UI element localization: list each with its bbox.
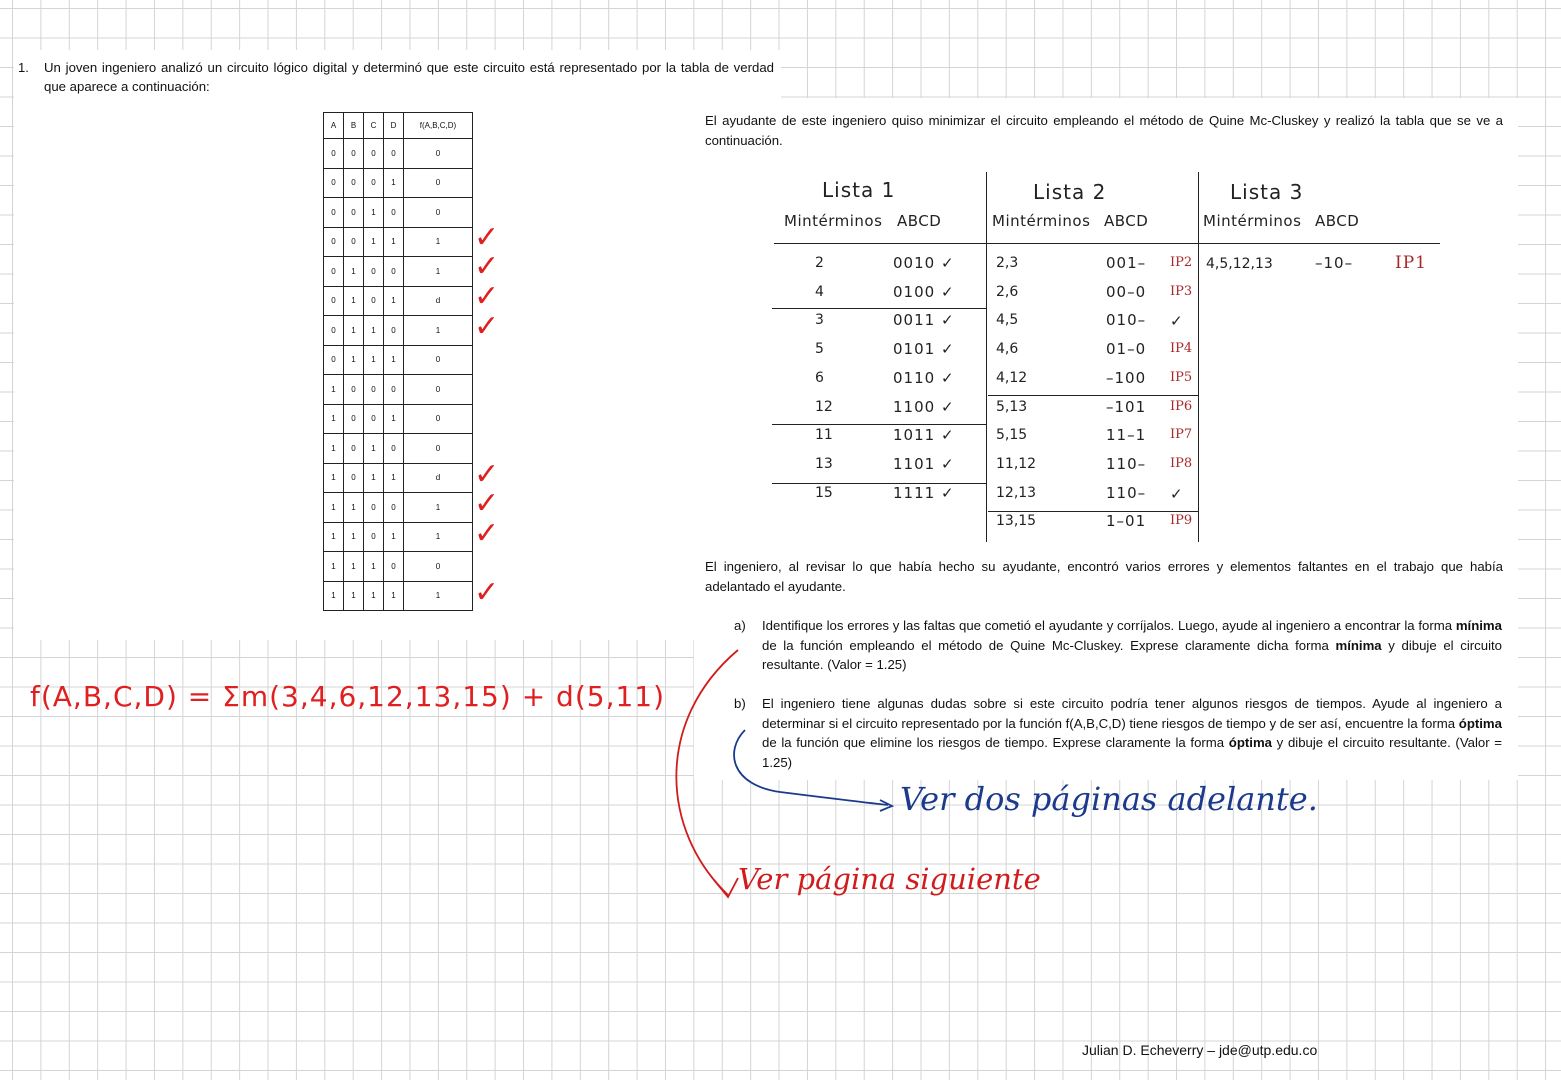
truth-table-header-cell: D	[384, 113, 404, 139]
truth-table-cell: 0	[324, 168, 344, 198]
truth-table-header-cell: f(A,B,C,D)	[404, 113, 473, 139]
lista2-minterm: 4,5	[996, 312, 1019, 329]
question-b-label: b)	[734, 696, 746, 711]
lista3-minterm-header: Mintérminos	[1203, 212, 1302, 230]
lista2-mark: IP2	[1170, 255, 1193, 270]
problem-number: 1.	[18, 60, 29, 75]
truth-table-cell: 0	[324, 198, 344, 228]
truth-table-cell: 0	[344, 198, 364, 228]
truth-table-cell: d	[404, 463, 473, 493]
truth-table-cell: 1	[404, 227, 473, 257]
truth-table-cell: 0	[364, 375, 384, 405]
truth-table-header-cell: C	[364, 113, 384, 139]
lista2-bits: –100	[1106, 368, 1147, 387]
lista1-minterm: 2	[815, 255, 824, 271]
truth-table-cell: 0	[344, 404, 364, 434]
lista2-minterm-header: Mintérminos	[992, 212, 1091, 230]
truth-table-cell: 0	[384, 316, 404, 346]
truth-table-cell: 1	[404, 581, 473, 611]
lista1-bits: 0110 ✓	[893, 368, 955, 387]
lista1-bits: 1101 ✓	[893, 454, 955, 473]
truth-table-cell: 1	[364, 463, 384, 493]
truth-table-cell: 0	[364, 522, 384, 552]
check-mark: ✓	[474, 486, 500, 522]
truth-table-cell: 1	[364, 316, 384, 346]
truth-table-cell: 1	[324, 581, 344, 611]
lista1-bits: 0010 ✓	[893, 254, 955, 272]
truth-table-cell: 1	[384, 581, 404, 611]
truth-table-cell: 1	[344, 316, 364, 346]
question-a-text: Identifique los errores y las faltas que cometió el ayudante y corríjalos. Luego, ayude al ingeniero a encontrar la forma mínima de la función empleando el método de Quine Mc-Cluskey. Exprese claramente dicha forma mínima y dibuje el circuito resultante. (Valor = 1.25)	[762, 618, 1503, 672]
truth-table-cell: 0	[324, 286, 344, 316]
lista1-bits: 0011 ✓	[893, 311, 955, 330]
footer-author: Julian D. Echeverry – jde@utp.edu.co	[1082, 1042, 1318, 1058]
question-a-label: a)	[734, 618, 746, 633]
check-mark: ✓	[474, 575, 500, 610]
truth-table-cell: 1	[384, 522, 404, 552]
lista2-minterm: 2,6	[996, 283, 1019, 300]
truth-table-cell: 1	[384, 345, 404, 375]
arrow-to-note-b	[734, 730, 888, 805]
truth-table-cell: 1	[404, 522, 473, 552]
lista2-abcd-header: ABCD	[1104, 212, 1149, 230]
check-mark: ✓	[474, 308, 500, 344]
truth-table-cell: 1	[364, 581, 384, 611]
truth-table-cell: d	[404, 286, 473, 316]
truth-table-cell: 1	[344, 345, 364, 375]
truth-table-cell: 0	[324, 227, 344, 257]
truth-table-cell: 1	[324, 375, 344, 405]
truth-table-cell: 1	[364, 227, 384, 257]
truth-table-cell: 1	[384, 463, 404, 493]
truth-table-cell: 1	[324, 522, 344, 552]
lista1-minterm: 11	[815, 427, 833, 444]
lista2-bits: 110–	[1106, 454, 1147, 473]
truth-table-cell: 0	[344, 463, 364, 493]
note-question-b: Ver dos páginas adelante.	[900, 780, 1318, 818]
truth-table-cell: 1	[344, 493, 364, 523]
truth-table-cell: 1	[404, 316, 473, 346]
lista2-bits: 010–	[1106, 311, 1147, 330]
truth-table-cell: 0	[384, 493, 404, 523]
truth-table-cell: 0	[344, 168, 364, 198]
problem-statement: Un joven ingeniero analizó un circuito lógico digital y determinó que este circuito está representado por la tabla de verdad que aparece a continuación:	[44, 60, 774, 94]
truth-table-cell: 0	[384, 552, 404, 582]
lista2-mark: ✓	[1170, 484, 1184, 503]
note-question-a: Ver página siguiente	[738, 862, 1041, 896]
truth-table-cell: 0	[404, 434, 473, 464]
truth-table-cell: 1	[404, 257, 473, 287]
truth-table-cell: 0	[384, 139, 404, 169]
truth-table-cell: 1	[384, 404, 404, 434]
lista2-minterm: 5,13	[996, 398, 1028, 415]
check-mark: ✓	[474, 515, 500, 551]
truth-table-cell: 1	[324, 463, 344, 493]
lista2-minterm: 5,15	[996, 427, 1028, 444]
arrow-to-note-a	[676, 650, 738, 895]
truth-table-cell: 0	[344, 227, 364, 257]
lista2-minterm: 4,6	[996, 341, 1019, 358]
lista3-minterm: 4,5,12,13	[1206, 256, 1273, 272]
lista2-mark: IP5	[1170, 369, 1193, 385]
truth-table-cell: 1	[344, 286, 364, 316]
truth-table-cell: 1	[324, 552, 344, 582]
lista2-bits: 110–	[1106, 483, 1147, 502]
truth-table-cell: 0	[384, 257, 404, 287]
lista2-mark: ✓	[1170, 312, 1184, 331]
check-mark: ✓	[474, 219, 500, 255]
truth-table-cell: 0	[364, 286, 384, 316]
lista2-bits: 01–0	[1106, 340, 1147, 359]
check-mark: ✓	[474, 279, 500, 314]
lista2-bits: 00–0	[1106, 282, 1147, 301]
truth-table-cell: 0	[404, 168, 473, 198]
truth-table-cell: 1	[324, 404, 344, 434]
truth-table-cell: 0	[364, 404, 384, 434]
lista1-minterm: 13	[815, 455, 833, 472]
lista1-bits: 1100 ✓	[893, 397, 955, 416]
handwritten-formula: f(A,B,C,D) = Σm(3,4,6,12,13,15) + d(5,11)	[30, 680, 666, 713]
lista1-bits: 0100 ✓	[893, 282, 955, 301]
truth-table-cell: 1	[344, 552, 364, 582]
lista2-bits: –101	[1106, 397, 1147, 416]
truth-table-cell: 0	[404, 345, 473, 375]
truth-table-cell: 1	[364, 345, 384, 375]
lista2-minterm: 4,12	[996, 369, 1028, 386]
lista1-minterm: 6	[815, 369, 824, 386]
lista1-minterm: 4	[815, 283, 824, 300]
lista2-mark: IP3	[1170, 283, 1193, 299]
truth-table-cell: 0	[384, 198, 404, 228]
lista1-minterm: 5	[815, 341, 824, 358]
lista2-mark: IP7	[1170, 427, 1193, 443]
truth-table-cell: 0	[404, 139, 473, 169]
truth-table-cell: 0	[364, 139, 384, 169]
lista2-bits: 11–1	[1106, 426, 1147, 445]
truth-table-cell: 1	[344, 257, 364, 287]
lista1-minterm-header: Mintérminos	[784, 212, 883, 230]
truth-table-cell: 0	[324, 139, 344, 169]
lista3-mark: IP1	[1395, 253, 1427, 273]
truth-table-cell: 0	[324, 257, 344, 287]
lista1-title: Lista 1	[822, 178, 896, 202]
lista1-abcd-header: ABCD	[897, 212, 942, 230]
truth-table-cell: 0	[384, 375, 404, 405]
arrow-head-a	[714, 878, 738, 897]
truth-table-cell: 1	[364, 552, 384, 582]
truth-table-cell: 1	[384, 227, 404, 257]
truth-table-cell: 1	[364, 198, 384, 228]
truth-table-cell: 1	[324, 493, 344, 523]
question-b-text: El ingeniero tiene algunas dudas sobre si este circuito podría tener algunos riesgos de tiempos. Ayude al ingeniero a determinar si el circuito representado por la función f(A,B,C,D) tiene riesgos de tiempo y de ser así, encuentre la forma óptima de la función que elimine los riesgos de tiempo. Exprese claramente la forma óptima y dibuje el circuito resultante. (Valor = 1.25)	[762, 696, 1502, 770]
assistant-paragraph: El ayudante de este ingeniero quiso minimizar el circuito empleando el método de Quine Mc-Cluskey y realizó la tabla que se ve a continuación.	[705, 113, 1503, 148]
lista2-mark: IP8	[1170, 455, 1193, 471]
lista1-bits: 1111 ✓	[893, 483, 955, 502]
truth-table-cell: 0	[344, 375, 364, 405]
truth-table-cell: 0	[404, 552, 473, 582]
truth-table-cell: 1	[364, 434, 384, 464]
truth-table-cell: 1	[344, 581, 364, 611]
truth-table-cell: 0	[324, 345, 344, 375]
lista2-bits: 001–	[1106, 254, 1147, 272]
truth-table-cell: 0	[364, 493, 384, 523]
lista3-abcd-header: ABCD	[1315, 212, 1360, 230]
lista1-minterm: 12	[815, 398, 833, 415]
truth-table-cell: 0	[404, 404, 473, 434]
lista3-bits: –10–	[1315, 254, 1354, 272]
lista2-title: Lista 2	[1033, 180, 1107, 204]
lista1-minterm: 3	[815, 312, 824, 329]
truth-table-cell: 0	[364, 168, 384, 198]
truth-table-cell: 0	[344, 139, 364, 169]
lista3-title: Lista 3	[1230, 180, 1304, 204]
truth-table-cell: 1	[324, 434, 344, 464]
lista1-minterm: 15	[815, 484, 833, 501]
lista2-bits: 1–01	[1106, 512, 1147, 531]
lista2-mark: IP9	[1170, 513, 1193, 529]
truth-table-cell: 1	[384, 286, 404, 316]
truth-table-cell: 0	[384, 434, 404, 464]
truth-table-cell: 0	[404, 375, 473, 405]
check-mark: ✓	[474, 456, 500, 492]
truth-table-cell: 1	[344, 522, 364, 552]
lista2-minterm: 2,3	[996, 255, 1019, 271]
lista2-minterm: 13,15	[996, 513, 1037, 530]
check-mark: ✓	[474, 249, 500, 285]
lista2-mark: IP4	[1170, 341, 1193, 357]
truth-table-cell: 0	[344, 434, 364, 464]
lista1-bits: 0101 ✓	[893, 340, 955, 359]
truth-table-cell: 0	[364, 257, 384, 287]
truth-table-header-cell: B	[344, 113, 364, 139]
truth-table-cell: 0	[404, 198, 473, 228]
truth-table-cell: 1	[404, 493, 473, 523]
lista2-minterm: 12,13	[996, 484, 1037, 501]
lista1-bits: 1011 ✓	[893, 426, 955, 445]
truth-table-cell: 1	[384, 168, 404, 198]
lista2-mark: IP6	[1170, 398, 1193, 414]
truth-table-cell: 0	[324, 316, 344, 346]
truth-table-header-cell: A	[324, 113, 344, 139]
engineer-paragraph: El ingeniero, al revisar lo que había hecho su ayudante, encontró varios errores y elementos faltantes en el trabajo que había adelantado el ayudante.	[705, 559, 1503, 594]
lista2-minterm: 11,12	[996, 455, 1037, 472]
